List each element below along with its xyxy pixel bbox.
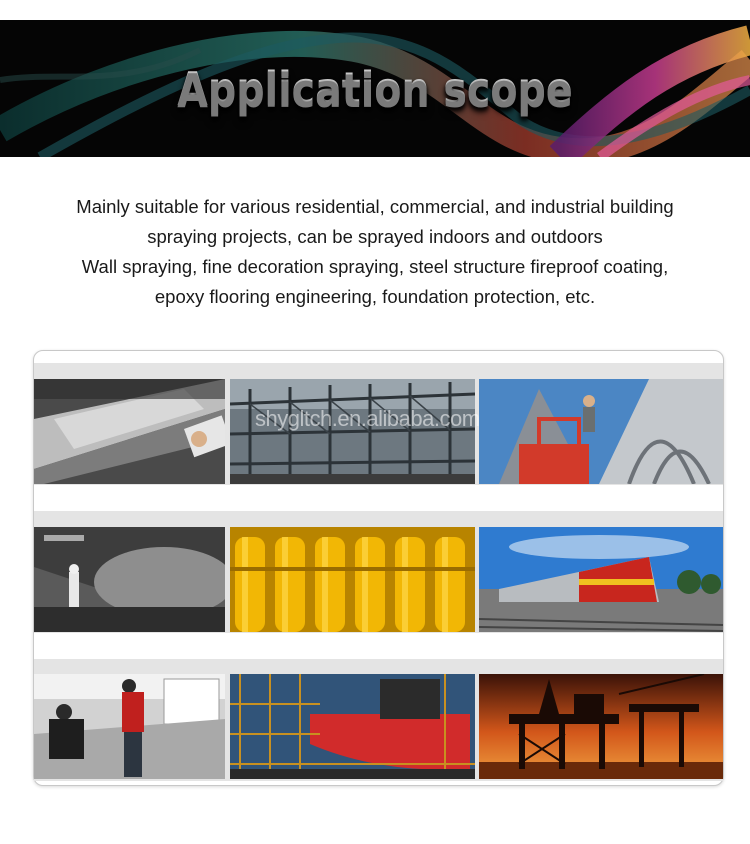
description-line: Wall spraying, fine decoration spraying, steel structure fireproof coating, bbox=[81, 256, 669, 277]
photo-locomotive bbox=[479, 527, 723, 632]
description-line: spraying projects, can be sprayed indoors and outdoors bbox=[147, 226, 603, 247]
photo-roof-spraying bbox=[479, 379, 723, 484]
page-title: Application scope bbox=[53, 20, 698, 157]
banner bbox=[0, 20, 750, 157]
photo-oil-platform bbox=[479, 674, 723, 779]
photo-beam-spraying bbox=[34, 379, 225, 484]
photo-yellow-tanks bbox=[230, 527, 475, 632]
watermark-text: shygltch.en.alibaba.com bbox=[255, 406, 480, 431]
photo-spray-booth bbox=[34, 527, 225, 632]
description-line: Mainly suitable for various residential, commercial, and industrial building bbox=[76, 196, 674, 217]
photo-shipyard bbox=[230, 674, 475, 779]
description-line: epoxy flooring engineering, foundation protection, etc. bbox=[154, 286, 596, 307]
description bbox=[20, 192, 730, 312]
photo-floor-workers bbox=[34, 674, 225, 779]
